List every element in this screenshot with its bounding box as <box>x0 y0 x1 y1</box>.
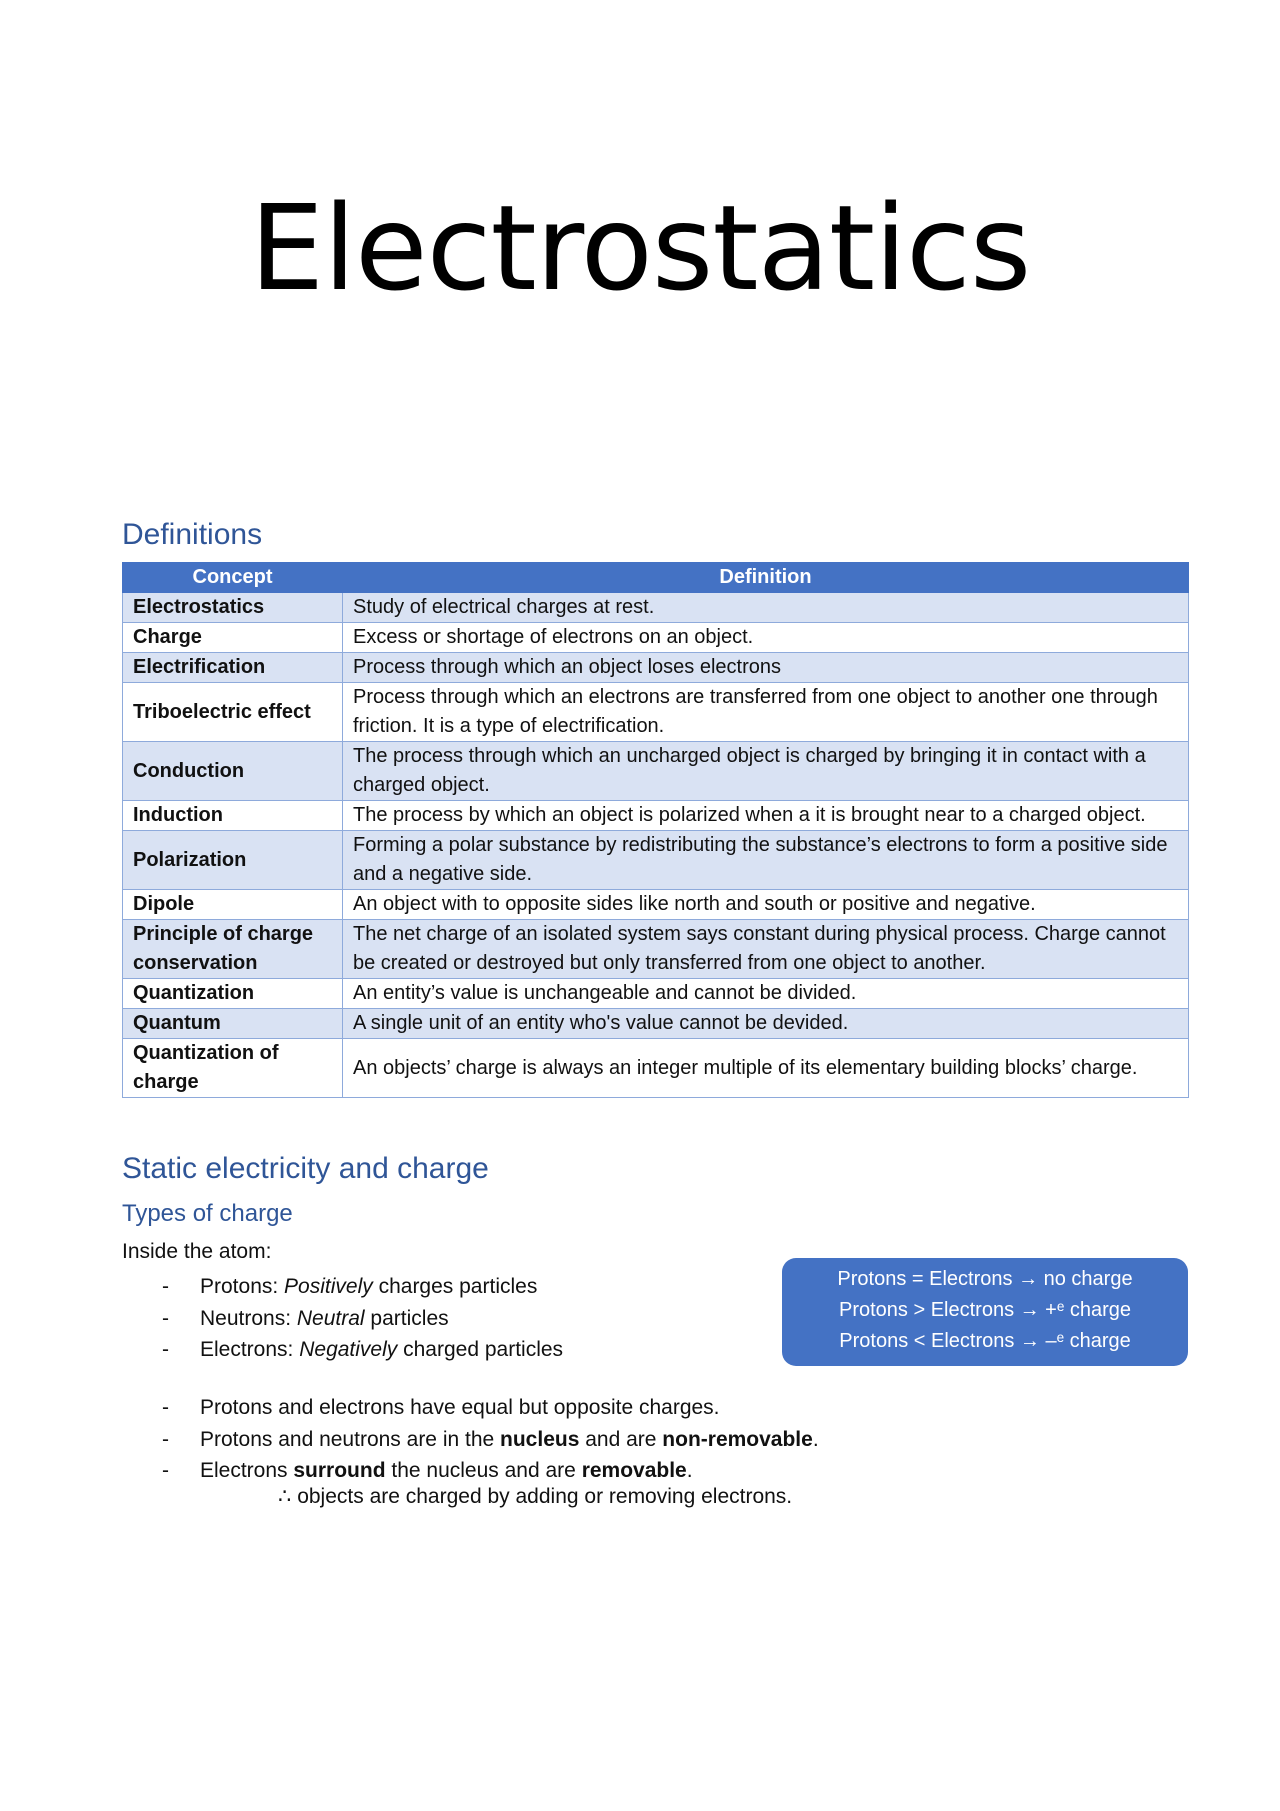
therefore-statement: ∴ objects are charged by adding or removing electrons. <box>278 1485 793 1508</box>
definition-cell: The net charge of an isolated system says constant during physical process. Charge cannot be created or destroyed but only transferred from one object to another. <box>343 920 1189 979</box>
table-row <box>123 653 1189 683</box>
concept-cell: Principle of charge conservation <box>123 920 343 979</box>
table-row <box>123 920 1189 979</box>
definition-cell: An entity’s value is unchangeable and cannot be divided. <box>343 979 1189 1009</box>
table-row <box>123 890 1189 920</box>
page-title: Electrostatics <box>249 179 1031 317</box>
callout-line: Protons = Electrons → no charge <box>837 1268 1133 1290</box>
list-item: - Protons and electrons have equal but opposite charges. <box>162 1392 819 1424</box>
concept-cell: Dipole <box>123 890 343 920</box>
table-row <box>123 742 1189 801</box>
definition-cell: Study of electrical charges at rest. <box>343 593 1189 623</box>
list-item: - Electrons: Negatively charged particles <box>162 1334 563 1366</box>
list-item: - Protons: Positively charges particles <box>162 1271 563 1303</box>
definition-cell: The process through which an uncharged object is charged by bringing it in contact with a charged object. <box>343 742 1189 801</box>
intro-text: Inside the atom: <box>122 1240 272 1263</box>
concept-cell: Triboelectric effect <box>123 683 343 742</box>
definition-cell: An object with to opposite sides like north and south or positive and negative. <box>343 890 1189 920</box>
list-item: - Electrons surround the nucleus and are removable. <box>162 1455 819 1487</box>
callout-line: Protons > Electrons → +ᵉ charge <box>838 1299 1132 1321</box>
table-row <box>123 1039 1189 1098</box>
static-electricity-heading: Static electricity and charge <box>122 1152 489 1185</box>
table-row <box>123 683 1189 742</box>
facts-list <box>162 1392 819 1487</box>
types-of-charge-heading: Types of charge <box>122 1200 293 1227</box>
table-row <box>123 1009 1189 1039</box>
table-header-row <box>123 563 1189 593</box>
concept-cell: Quantum <box>123 1009 343 1039</box>
list-item: - Protons and neutrons are in the nucleus and are non-removable. <box>162 1424 819 1456</box>
table-row <box>123 831 1189 890</box>
table-row <box>123 593 1189 623</box>
concept-cell: Electrostatics <box>123 593 343 623</box>
concept-cell: Charge <box>123 623 343 653</box>
column-header-definition: Definition <box>343 563 1189 593</box>
definition-cell: An objects’ charge is always an integer multiple of its elementary building blocks’ charge. <box>343 1039 1189 1098</box>
definitions-table <box>122 562 1189 1098</box>
concept-cell: Induction <box>123 801 343 831</box>
definition-cell: A single unit of an entity who's value cannot be devided. <box>343 1009 1189 1039</box>
concept-cell: Quantization of charge <box>123 1039 343 1098</box>
definitions-heading: Definitions <box>122 518 263 551</box>
definition-cell: Excess or shortage of electrons on an object. <box>343 623 1189 653</box>
table-row <box>123 623 1189 653</box>
particle-list <box>162 1271 563 1366</box>
column-header-concept: Concept <box>123 563 343 593</box>
table-row <box>123 979 1189 1009</box>
concept-cell: Conduction <box>123 742 343 801</box>
callout-line: Protons < Electrons → –ᵉ charge <box>839 1330 1131 1352</box>
definition-cell: Process through which an electrons are transferred from one object to another one through friction. It is a type of electrification. <box>343 683 1189 742</box>
concept-cell: Polarization <box>123 831 343 890</box>
list-item: - Neutrons: Neutral particles <box>162 1303 563 1335</box>
concept-cell: Quantization <box>123 979 343 1009</box>
definition-cell: The process by which an object is polarized when a it is brought near to a charged object. <box>343 801 1189 831</box>
concept-cell: Electrification <box>123 653 343 683</box>
definition-cell: Forming a polar substance by redistributing the substance’s electrons to form a positive side and a negative side. <box>343 831 1189 890</box>
definition-cell: Process through which an object loses electrons <box>343 653 1189 683</box>
table-row <box>123 801 1189 831</box>
charge-callout-box <box>782 1258 1188 1366</box>
